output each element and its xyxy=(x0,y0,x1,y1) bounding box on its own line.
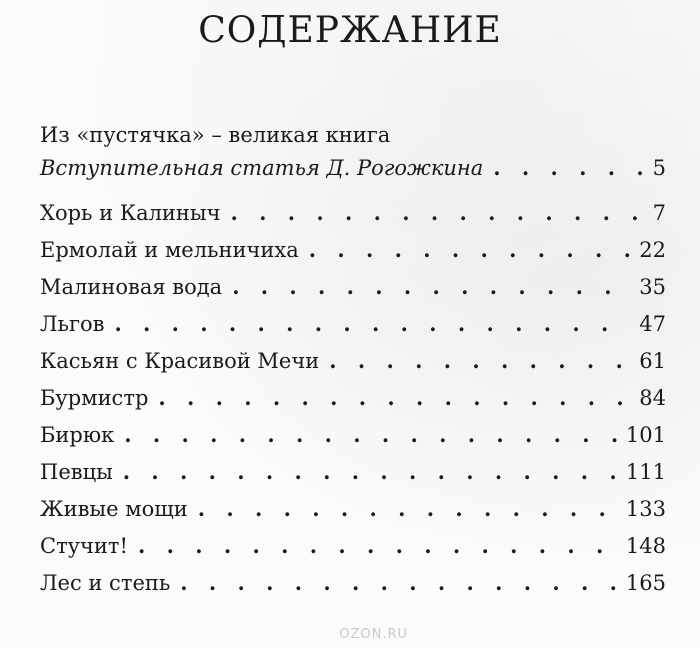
toc-entry xyxy=(40,231,666,268)
entry-page-number: 7 xyxy=(652,201,666,225)
dot-leader xyxy=(158,379,631,416)
dot-leader xyxy=(114,305,631,342)
dot-leader xyxy=(309,231,632,268)
toc-entry xyxy=(40,416,666,453)
page-title: СОДЕРЖАНИЕ xyxy=(198,10,502,51)
entry-title: Малиновая вода xyxy=(40,275,223,299)
entry-title: Бирюк xyxy=(40,423,115,447)
entry-page-number: 165 xyxy=(625,571,666,595)
toc-entry xyxy=(40,527,666,564)
entry-title: Бурмистр xyxy=(40,386,149,410)
dot-leader xyxy=(198,490,618,527)
entry-page-number: 84 xyxy=(639,386,666,410)
dot-leader xyxy=(329,342,631,379)
dot-leader xyxy=(138,527,618,564)
dot-leader xyxy=(232,268,631,305)
entry-title: Льгов xyxy=(40,312,105,336)
dot-leader xyxy=(180,564,618,601)
entry-page-number: 22 xyxy=(639,238,666,262)
toc-entry xyxy=(40,379,666,416)
toc-entry xyxy=(40,342,666,379)
toc-entry xyxy=(40,564,666,601)
toc-entry xyxy=(40,305,666,342)
entry-title: Касьян с Красивой Мечи xyxy=(40,349,320,373)
toc-entry xyxy=(40,268,666,305)
intro-page-number: 5 xyxy=(652,156,666,180)
entry-page-number: 148 xyxy=(625,534,666,558)
entry-page-number: 133 xyxy=(625,497,666,521)
entry-title: Живые мощи xyxy=(40,497,188,521)
entry-page-number: 111 xyxy=(625,460,666,484)
intro-title: Из «пустячка» – великая книга xyxy=(40,123,391,147)
entry-title: Стучит! xyxy=(40,534,128,558)
dot-leader xyxy=(493,150,644,186)
intro-subtitle: Вступительная статья Д. Рогожкина xyxy=(40,156,484,180)
table-of-contents xyxy=(40,120,666,601)
entry-title: Певцы xyxy=(40,460,113,484)
entry-title: Хорь и Калиныч xyxy=(40,201,221,225)
entry-page-number: 61 xyxy=(639,349,666,373)
watermark-text: OZON.RU xyxy=(339,627,408,642)
dot-leader xyxy=(231,194,645,231)
toc-entry xyxy=(40,194,666,231)
entry-page-number: 47 xyxy=(639,312,666,336)
entry-title: Лес и степь xyxy=(40,571,171,595)
entry-page-number: 101 xyxy=(625,423,666,447)
intro-entry xyxy=(40,150,666,194)
entry-title: Ермолай и мельничиха xyxy=(40,238,299,262)
toc-entry xyxy=(40,453,666,490)
toc-entry xyxy=(40,490,666,527)
entry-page-number: 35 xyxy=(639,275,666,299)
dot-leader xyxy=(123,453,618,490)
dot-leader xyxy=(124,416,618,453)
